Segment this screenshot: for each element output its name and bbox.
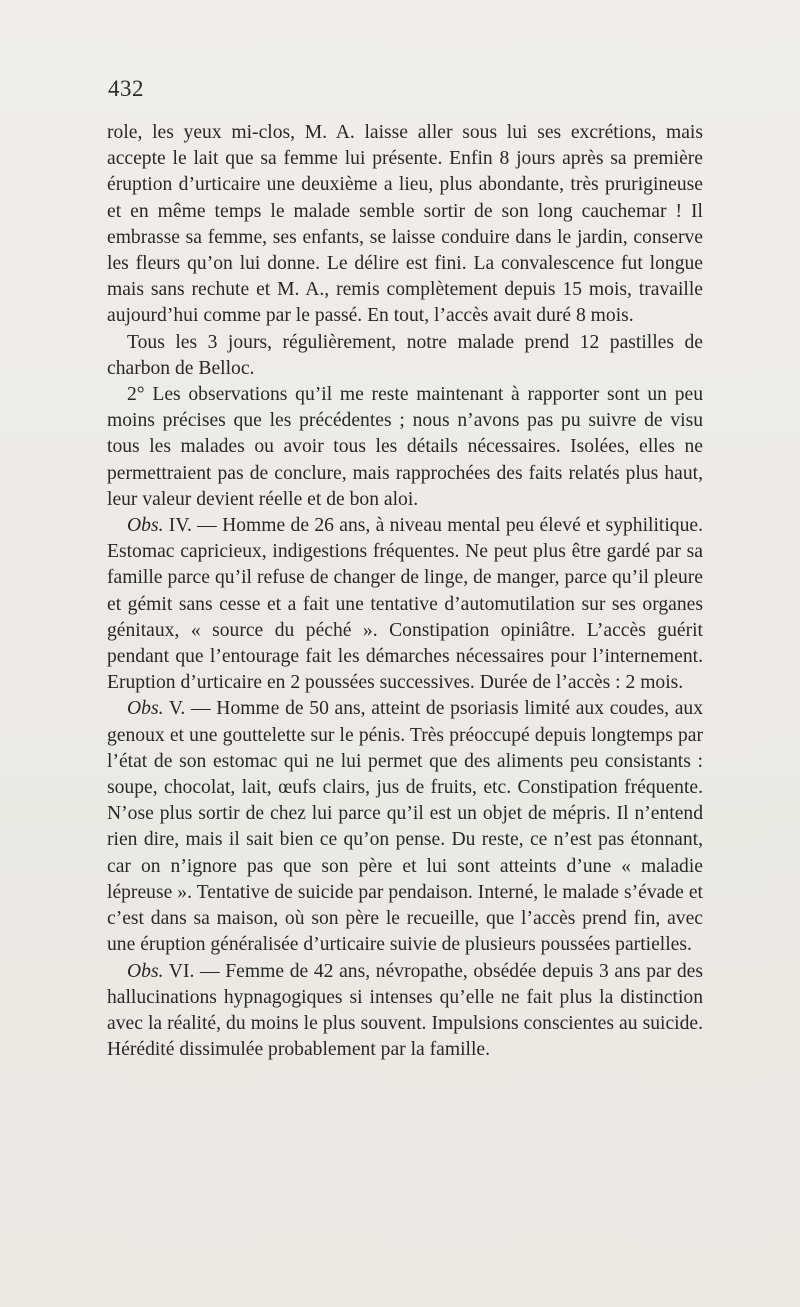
obs-vi-label: Obs. [127, 960, 164, 982]
obs-iv-label: Obs. [127, 515, 164, 537]
obs-iv-text: IV. — Homme de 26 ans, à niveau mental peu élevé et syphilitique. Estomac capricieux, indigestions fréquentes. Ne peut plus être gardé par sa famille parce qu’il refuse de changer de linge, de manger, parce qu’il pleure et gémit sans cesse et a fait une tentative d’automutilation sur ses organes génitaux, « source du péché ». Constipation opiniâtre. L’accès guérit pendant que l’entourage fait les démarches nécessaires pour l’internement. Eruption d’urticaire en 2 poussées successives. Durée de l’accès : 2 mois. [107, 515, 703, 694]
paragraph-obs-vi [107, 959, 703, 1064]
paragraph-obs-v [107, 696, 703, 958]
paragraph-obs-iv [107, 513, 703, 696]
paragraph-observations-intro: 2° Les observations qu’il me reste maintenant à rapporter sont un peu moins précises que les précédentes ; nous n’avons pas pu suivre de visu tous les malades ou avoir tous les détails nécessaires. Isolées, elles ne permettraient pas de conclure, mais rapprochées des faits relatés plus haut, leur valeur devient réelle et de bon aloi. [107, 384, 703, 510]
obs-v-text: V. — Homme de 50 ans, atteint de psoriasis limité aux coudes, aux genoux et une gouttelette sur le pénis. Très préoccupé depuis longtemps par l’état de son estomac qui ne lui permet que des aliments peu consistants : soupe, chocolat, lait, œufs clairs, jus de fruits, etc. Constipation fréquente. N’ose plus sortir de chez lui parce qu’il est un objet de mépris. Il n’entend rien dire, mais il sait bien ce qu’on pense. Du reste, ce n’est pas étonnant, car on n’ignore pas que son père et lui sont atteints d’une « maladie lépreuse ». Tentative de suicide par pendaison. Interné, le malade s’évade et c’est dans sa maison, où son père le recueille, que l’accès prend fin, avec une éruption généralisée d’urticaire suivie de plusieurs poussées partielles. [107, 698, 703, 956]
body-text [107, 120, 703, 1063]
obs-v-label: Obs. [127, 698, 164, 720]
paragraph-treatment: Tous les 3 jours, régulièrement, notre malade prend 12 pastilles de charbon de Belloc. [107, 331, 703, 379]
paragraph-case-conclusion: role, les yeux mi-clos, M. A. laisse aller sous lui ses excrétions, mais accepte le lait que sa femme lui présente. Enfin 8 jours après sa première éruption d’urticaire une deuxième a lieu, plus abondante, très prurigineuse et en même temps le malade semble sortir de son long cauchemar ! Il embrasse sa femme, ses enfants, se laisse conduire dans le jardin, conserve les fleurs qu’on lui donne. Le délire est fini. La convalescence fut longue mais sans rechute et M. A., remis complètement depuis 15 mois, travaille aujourd’hui comme par le passé. En tout, l’accès avait duré 8 mois. [107, 122, 703, 327]
obs-vi-text: VI. — Femme de 42 ans, névropathe, obsédée depuis 3 ans par des hallucinations hypnagogiques si intenses qu’elle ne fait plus la distinction avec la réalité, du moins le plus souvent. Impulsions conscientes au suicide. Hérédité dissimulée probablement par la famille. [107, 960, 703, 1061]
page-number: 432 [108, 76, 144, 101]
